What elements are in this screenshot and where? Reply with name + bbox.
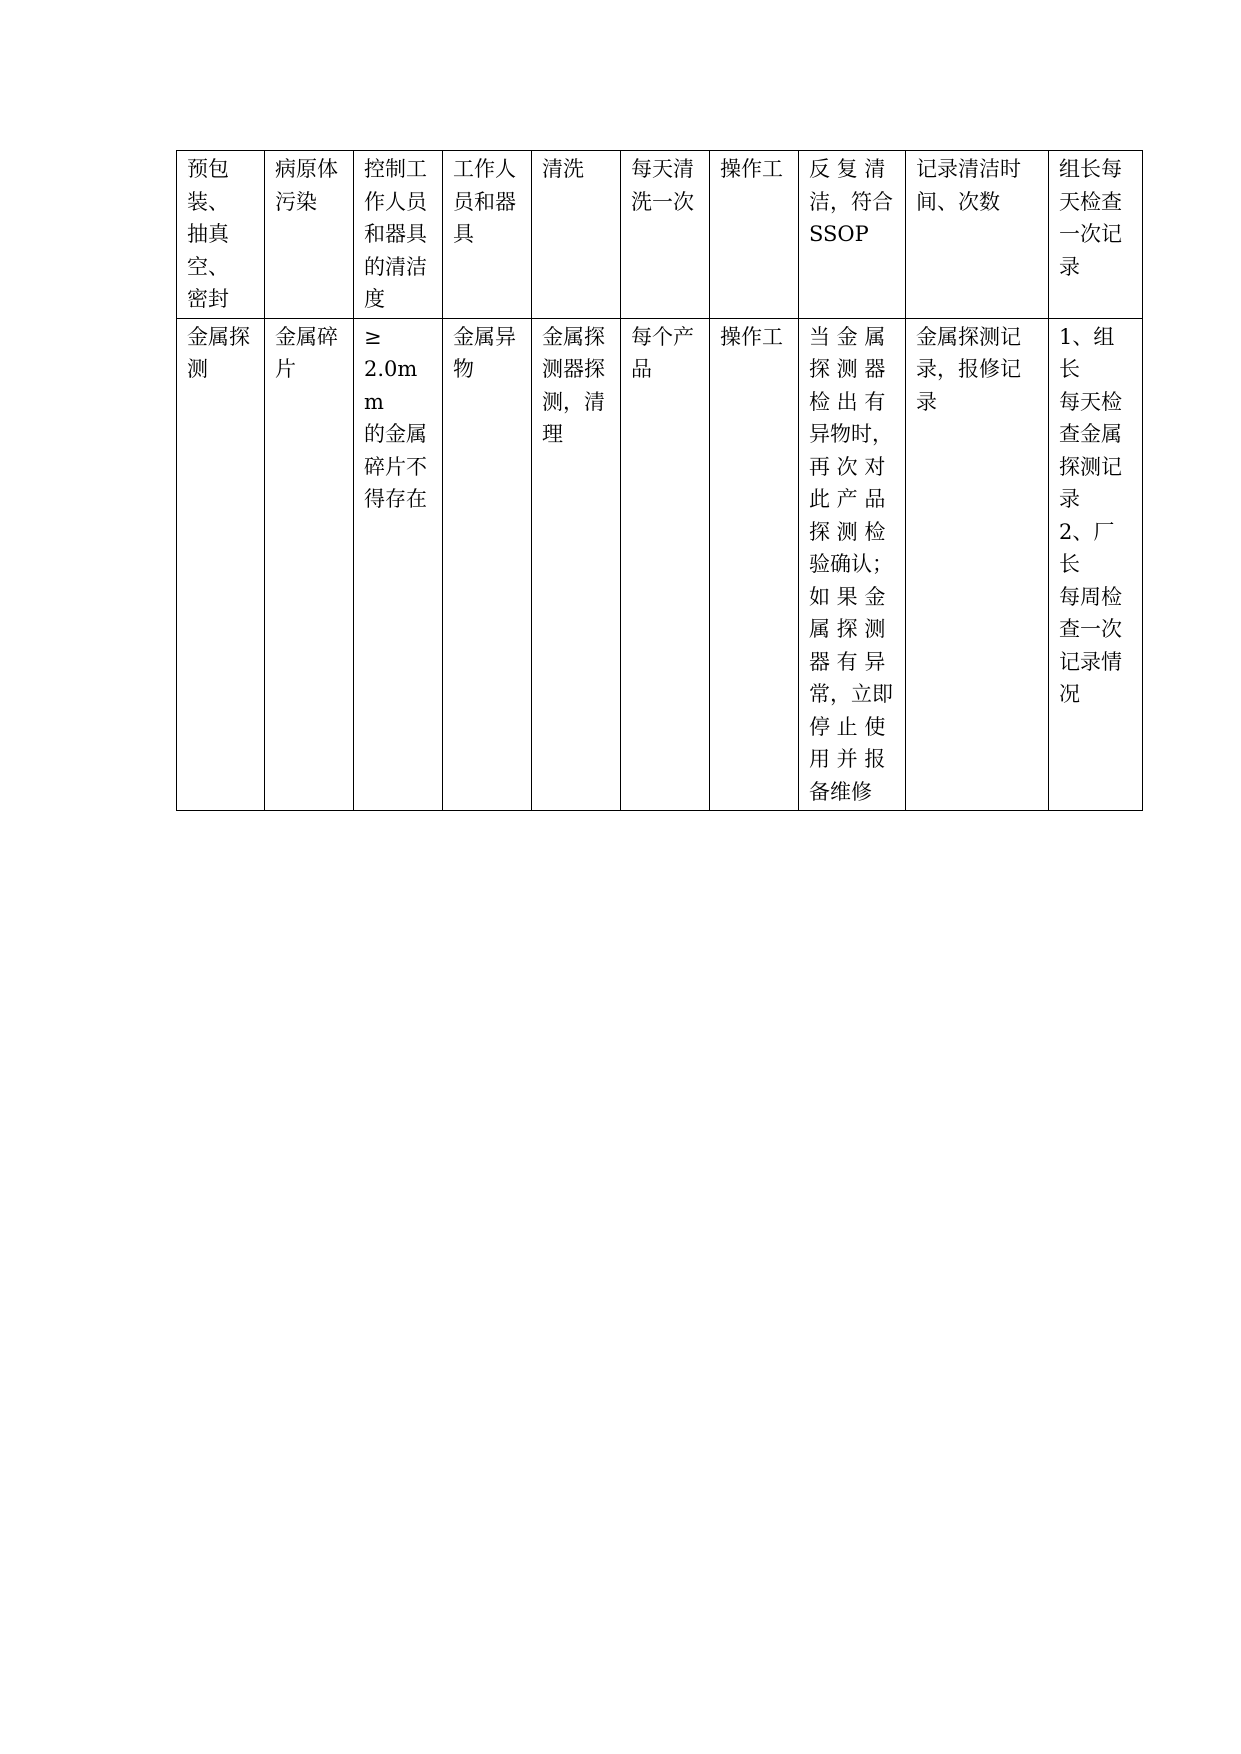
table-cell (621, 151, 710, 319)
table-row (177, 318, 1143, 811)
table-cell (1049, 151, 1143, 319)
cell-text: 每个产 品 (631, 324, 694, 381)
cell-text: 工作人 员和器 具 (453, 157, 516, 246)
table-cell (265, 318, 354, 811)
cell-text: 每天清 洗一次 (631, 157, 694, 214)
cell-text: 操作工 (720, 324, 783, 349)
table-cell (621, 318, 710, 811)
table-cell (1049, 318, 1143, 811)
table-cell (799, 318, 906, 811)
table-row (177, 151, 1143, 319)
cell-text: 预包装、 抽真空、 密封 (187, 157, 229, 311)
cell-text: 金属探测记 录，报修记 录 (916, 324, 1021, 414)
cell-text: 病原体 污染 (275, 157, 338, 214)
table-cell (799, 151, 906, 319)
cell-text: 清洗 (542, 157, 584, 181)
table-cell (906, 151, 1049, 319)
table-cell (443, 151, 532, 319)
haccp-control-table (176, 150, 1143, 811)
table-cell (443, 318, 532, 811)
table-cell (532, 151, 621, 319)
cell-text: 当 金 属 探 测 器 检 出 有 异物时， 再 次 对 此 产 品 探 测 检 验确认； 如 果 金 属 探 测 器 有 异 常，立即 停 止 使 用 并 报 备维修 (809, 324, 893, 804)
cell-text: 1、组长 每天检 查金属 探测记 录 2、厂长 每周检 查一次 记录情 况 (1059, 324, 1122, 706)
cell-text: 金属碎 片 (275, 324, 338, 381)
cell-text: 组长每 天检查 一次记 录 (1059, 157, 1122, 279)
cell-text: 金属探 测 (187, 324, 250, 381)
cell-text: 金属异 物 (453, 324, 516, 381)
table-cell (177, 151, 265, 319)
table-cell (354, 318, 443, 811)
cell-text: 记录清洁时 间、次数 (916, 157, 1021, 214)
cell-text: 操作工 (720, 157, 783, 181)
cell-text: ≥ 2.0mm 的金属 碎片不 得存在 (364, 324, 427, 511)
table-cell (354, 151, 443, 319)
table-cell (710, 318, 799, 811)
table-cell (265, 151, 354, 319)
cell-text: 反 复 清 洁，符合 SSOP (809, 157, 893, 246)
table-cell (710, 151, 799, 319)
cell-text: 控制工 作人员 和器具 的清洁 度 (364, 157, 427, 311)
cell-text: 金属探 测器探 测，清 理 (542, 324, 605, 446)
table-cell (532, 318, 621, 811)
table-cell (906, 318, 1049, 811)
table-cell (177, 318, 265, 811)
